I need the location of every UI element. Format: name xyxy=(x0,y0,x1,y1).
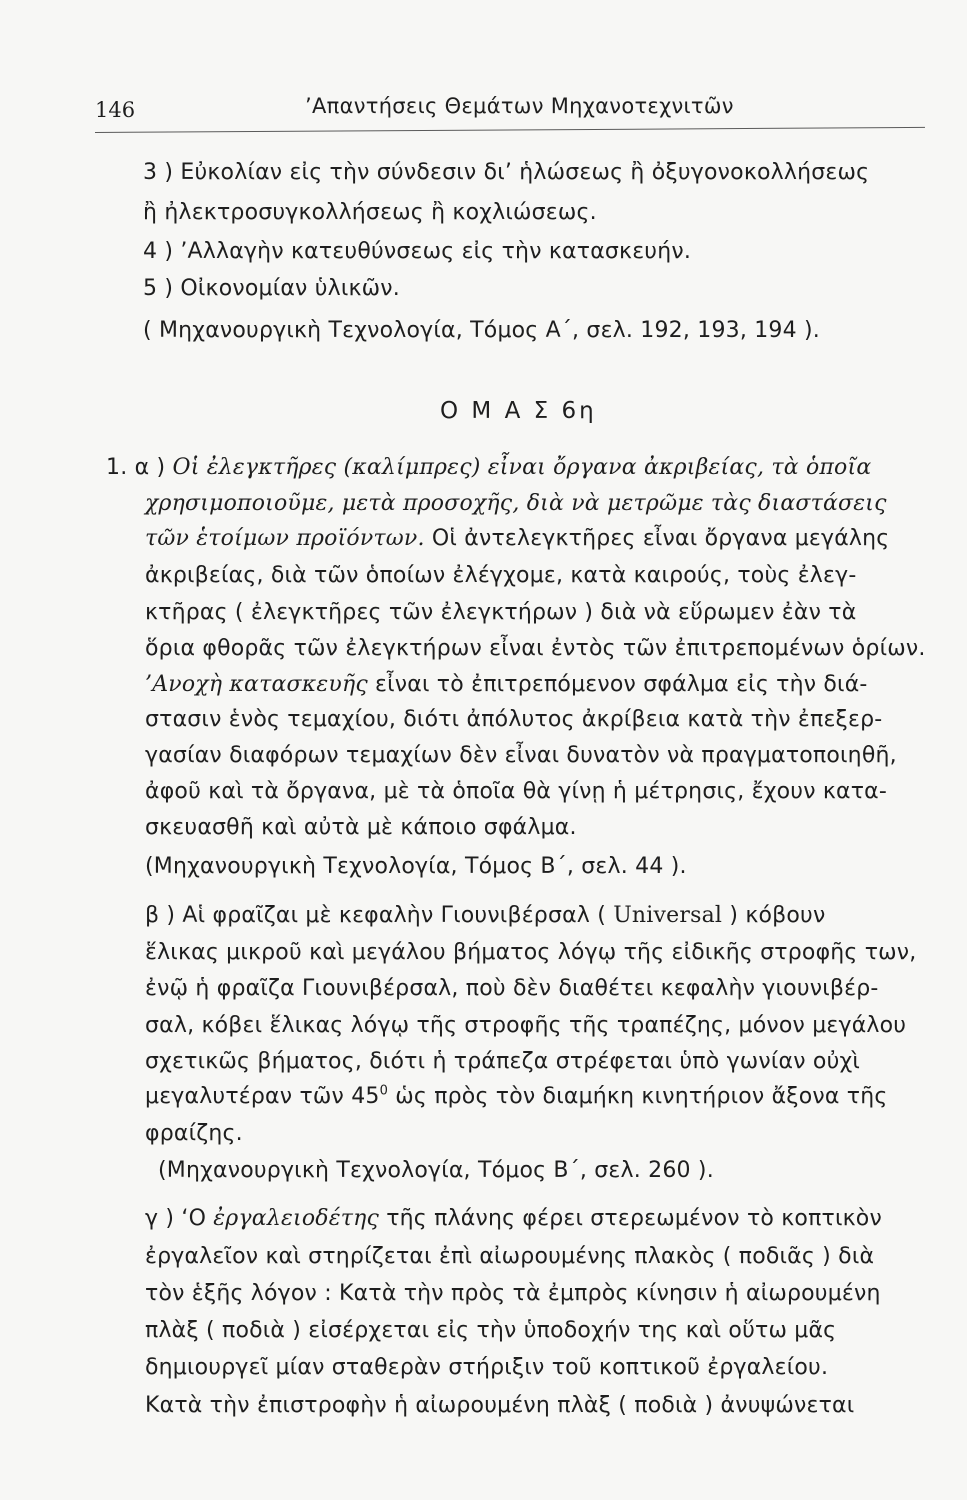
italic-text: ἐργαλειοδέτης xyxy=(213,1206,379,1231)
text-line xyxy=(106,455,871,481)
text-line: στασιν ἑνὸς τεμαχίου, διότι ἀπόλυτος ἀκρίβεια κατὰ τὴν ἐπεξερ- xyxy=(145,707,883,732)
text-line: ἀφοῦ καὶ τὰ ὄργανα, μὲ τὰ ὁποῖα θὰ γίνῃ ἡ μέτρησις, ἔχουν κατα- xyxy=(145,779,888,804)
text-line: κτῆρας ( ἐλεγκτῆρες τῶν ἐλεγκτήρων ) διὰ νὰ εὕρωμεν ἐὰν τὰ xyxy=(145,600,857,625)
text-span: γ ) ‘Ο xyxy=(145,1206,214,1231)
text-line: Κατὰ τὴν ἐπιστροφὴν ἡ αἰωρουμένη πλὰξ ( ποδιὰ ) ἀνυψώνεται xyxy=(145,1393,855,1418)
source-reference: ( Μηχανουργικὴ Τεχνολογία, Τόμος Α΄, σελ. 192, 193, 194 ). xyxy=(143,318,820,343)
text-line: δημιουργεῖ μίαν σταθερὰν στήριξιν τοῦ κοπτικοῦ ἐργαλείου. xyxy=(145,1355,829,1380)
text-line xyxy=(145,1084,888,1110)
text-line: ἕλικας μικροῦ καὶ μεγάλου βήματος λόγῳ τῆς εἰδικῆς στροφῆς των, xyxy=(145,940,917,965)
italic-text: τῶν ἑτοίμων προϊόντων. xyxy=(145,526,425,551)
running-title: ’Απαντήσεις Θεμάτων Μηχανοτεχνιτῶν xyxy=(305,94,734,118)
text-line: σκευασθῆ καὶ αὐτὰ μὲ κάποιο σφάλμα. xyxy=(145,815,577,840)
italic-text: χρησιμοποιοῦμε, μετὰ προσοχῆς, διὰ νὰ μετρῶμε τὰς διαστάσεις xyxy=(145,491,887,516)
text-line xyxy=(145,672,868,698)
page-number: 146 xyxy=(95,98,136,122)
text-line xyxy=(145,903,825,929)
text-line: σαλ, κόβει ἕλικας λόγῳ τῆς στροφῆς τῆς τραπέζης, μόνον μεγάλου xyxy=(145,1013,907,1038)
text-span: τῆς πλάνης φέρει στερεωμένον τὸ κοπτικὸν xyxy=(379,1206,882,1231)
italic-text: ’Ανοχὴ κατασκευῆς xyxy=(145,672,368,697)
text-line: ἐργαλεῖον καὶ στηρίζεται ἐπὶ αἰωρουμένης πλακὸς ( ποδιᾶς ) διὰ xyxy=(145,1244,875,1269)
source-reference: (Μηχανουργικὴ Τεχνολογία, Τόμος Β΄, σελ. 260 ). xyxy=(158,1158,714,1183)
text-line: γασίαν διαφόρων τεμαχίων δὲν εἶναι δυνατὸν νὰ πραγματοποιηθῆ, xyxy=(145,743,897,768)
text-line: πλὰξ ( ποδιὰ ) εἰσέρχεται εἰς τὴν ὑποδοχήν της καὶ οὕτω μᾶς xyxy=(145,1318,837,1343)
degree-superscript: 0 xyxy=(379,1083,389,1099)
source-reference: (Μηχανουργικὴ Τεχνολογία, Τόμος Β΄, σελ. 44 ). xyxy=(145,854,687,879)
text-line: ὅρια φθορᾶς τῶν ἐλεγκτήρων εἶναι ἐντὸς τῶν ἐπιτρεπομένων ὁρίων. xyxy=(145,636,926,661)
text-line: 4 ) ’Αλλαγὴν κατευθύνσεως εἰς τὴν κατασκευήν. xyxy=(143,239,692,264)
text-span: εἶναι τὸ ἐπιτρεπόμενον σφάλμα εἰς τὴν διά- xyxy=(367,672,868,697)
text-line xyxy=(145,526,889,552)
text-line: ἀκριβείας, διὰ τῶν ὁποίων ἐλέγχομε, κατὰ καιρούς, τοὺς ἐλεγ- xyxy=(145,563,857,588)
section-heading: Ο Μ Α Σ 6η xyxy=(440,398,597,424)
text-line: ἐνῷ ἡ φραῖζα Γιουνιβέρσαλ, ποὺ δὲν διαθέτει κεφαλὴν γιουνιβέρ- xyxy=(145,976,879,1001)
italic-text: Οἱ ἐλεγκτῆρες (καλίμπρες) εἶναι ὄργανα ἀκριβείας, τὰ ὁποῖα xyxy=(172,455,872,480)
text-line: 3 ) Εὐκολίαν εἰς τὴν σύνδεσιν δι’ ἡλώσεως ἢ ὀξυγονοκολλήσεως xyxy=(143,160,870,185)
item-label: 1. α ) xyxy=(106,455,173,480)
text-span: Οἱ ἀντελεγκτῆρες εἶναι ὄργανα μεγάλης xyxy=(424,526,890,551)
text-line: ἢ ἠλεκτροσυγκολλήσεως ἢ κοχλιώσεως. xyxy=(143,200,597,225)
text-span: β ) Αἱ φραῖζαι μὲ κεφαλὴν Γιουνιβέρσαλ ( xyxy=(145,903,614,928)
text-line xyxy=(145,1206,882,1232)
text-span: Universal xyxy=(613,903,723,928)
text-span: ὡς πρὸς τὸν διαμήκη κινητήριον ἄξονα τῆς xyxy=(388,1084,888,1109)
text-line: 5 ) Οἰκονομίαν ὑλικῶν. xyxy=(143,276,400,301)
text-span: ) κόβουν xyxy=(722,903,826,928)
text-line: φραίζης. xyxy=(145,1121,243,1146)
text-span: μεγαλυτέραν τῶν 45 xyxy=(145,1084,380,1109)
text-line: τὸν ἑξῆς λόγον : Κατὰ τὴν πρὸς τὰ ἐμπρὸς κίνησιν ἡ αἰωρουμένη xyxy=(145,1281,881,1306)
text-line: σχετικῶς βήματος, διότι ἡ τράπεζα στρέφεται ὑπὸ γωνίαν οὐχὶ xyxy=(145,1049,861,1074)
